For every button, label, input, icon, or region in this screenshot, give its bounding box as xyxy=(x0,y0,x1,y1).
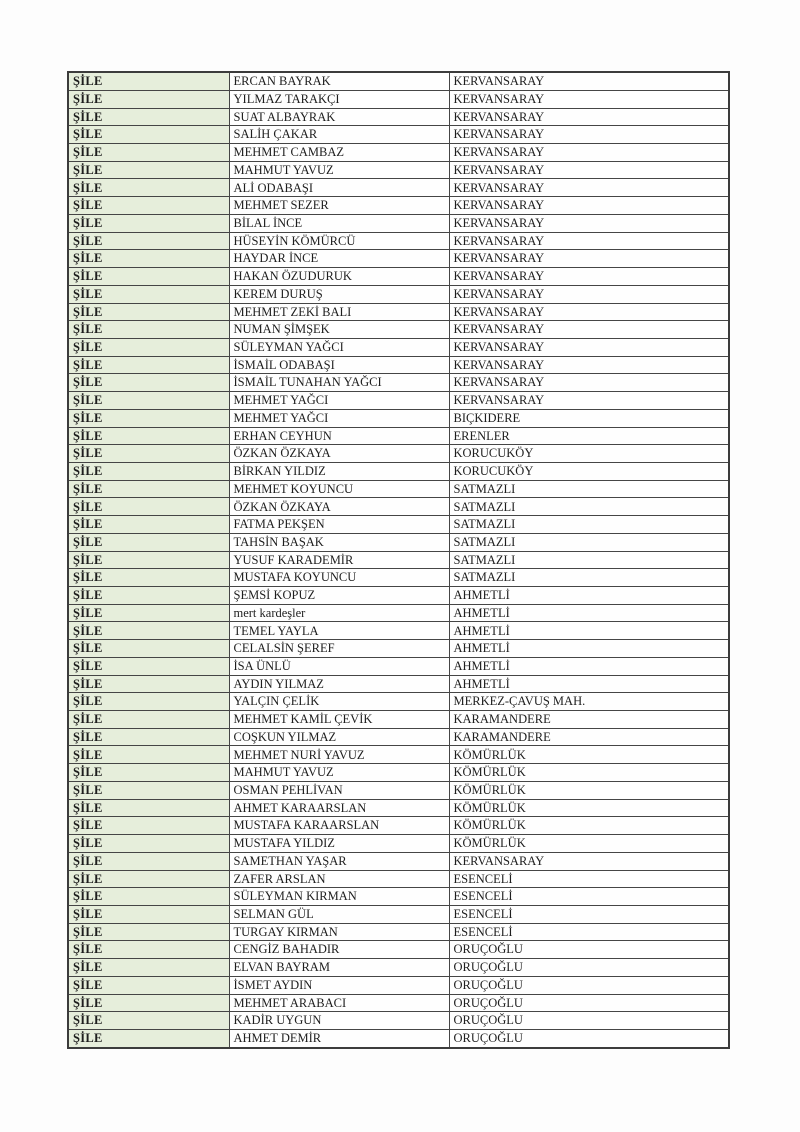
name-cell: CENGİZ BAHADIR xyxy=(229,941,449,959)
village-cell: KORUCUKÖY xyxy=(449,445,729,463)
village-cell: SATMAZLI xyxy=(449,498,729,516)
name-cell: MAHMUT YAVUZ xyxy=(229,161,449,179)
district-cell: ŞİLE xyxy=(68,870,229,888)
table-row xyxy=(68,1012,729,1030)
table-row xyxy=(68,144,729,162)
district-cell: ŞİLE xyxy=(68,268,229,286)
table-row xyxy=(68,835,729,853)
name-cell: SAMETHAN YAŞAR xyxy=(229,852,449,870)
village-cell: KERVANSARAY xyxy=(449,285,729,303)
village-cell: KERVANSARAY xyxy=(449,852,729,870)
name-cell: ERHAN CEYHUN xyxy=(229,427,449,445)
name-cell: OSMAN PEHLİVAN xyxy=(229,781,449,799)
table-row xyxy=(68,462,729,480)
table-row xyxy=(68,268,729,286)
table-row xyxy=(68,870,729,888)
village-cell: ORUÇOĞLU xyxy=(449,994,729,1012)
name-cell: MEHMET YAĞCI xyxy=(229,409,449,427)
name-cell: AHMET DEMİR xyxy=(229,1029,449,1048)
village-cell: KERVANSARAY xyxy=(449,232,729,250)
village-cell: KERVANSARAY xyxy=(449,268,729,286)
table-row xyxy=(68,445,729,463)
district-cell: ŞİLE xyxy=(68,480,229,498)
table-row xyxy=(68,533,729,551)
table-row xyxy=(68,852,729,870)
village-cell: KERVANSARAY xyxy=(449,338,729,356)
village-cell: ESENCELİ xyxy=(449,888,729,906)
village-cell: KÖMÜRLÜK xyxy=(449,799,729,817)
name-cell: ÖZKAN ÖZKAYA xyxy=(229,498,449,516)
district-cell: ŞİLE xyxy=(68,356,229,374)
table-row xyxy=(68,604,729,622)
village-cell: ORUÇOĞLU xyxy=(449,976,729,994)
district-cell: ŞİLE xyxy=(68,409,229,427)
district-cell: ŞİLE xyxy=(68,711,229,729)
village-cell: ESENCELİ xyxy=(449,923,729,941)
district-cell: ŞİLE xyxy=(68,498,229,516)
name-cell: İSMET AYDIN xyxy=(229,976,449,994)
table-row xyxy=(68,959,729,977)
name-cell: MEHMET ZEKİ BALI xyxy=(229,303,449,321)
name-cell: HÜSEYİN KÖMÜRCÜ xyxy=(229,232,449,250)
name-cell: CELALSİN ŞEREF xyxy=(229,640,449,658)
name-cell: AYDIN YILMAZ xyxy=(229,675,449,693)
table-row xyxy=(68,657,729,675)
name-cell: ERCAN BAYRAK xyxy=(229,72,449,90)
table-row xyxy=(68,480,729,498)
table-row xyxy=(68,90,729,108)
table-row xyxy=(68,197,729,215)
district-cell: ŞİLE xyxy=(68,126,229,144)
table-row xyxy=(68,976,729,994)
district-cell: ŞİLE xyxy=(68,445,229,463)
village-cell: KERVANSARAY xyxy=(449,72,729,90)
district-cell: ŞİLE xyxy=(68,533,229,551)
name-cell: YUSUF KARADEMİR xyxy=(229,551,449,569)
table-row xyxy=(68,817,729,835)
table-row xyxy=(68,622,729,640)
district-cell: ŞİLE xyxy=(68,888,229,906)
table-row xyxy=(68,711,729,729)
table-row xyxy=(68,941,729,959)
table-row xyxy=(68,232,729,250)
village-cell: KÖMÜRLÜK xyxy=(449,817,729,835)
district-cell: ŞİLE xyxy=(68,640,229,658)
district-cell: ŞİLE xyxy=(68,179,229,197)
name-cell: MUSTAFA KOYUNCU xyxy=(229,569,449,587)
name-cell: ZAFER ARSLAN xyxy=(229,870,449,888)
district-cell: ŞİLE xyxy=(68,392,229,410)
district-cell: ŞİLE xyxy=(68,852,229,870)
assignment-table xyxy=(67,71,730,1049)
name-cell: MUSTAFA KARAARSLAN xyxy=(229,817,449,835)
district-cell: ŞİLE xyxy=(68,941,229,959)
district-cell: ŞİLE xyxy=(68,675,229,693)
table-row xyxy=(68,374,729,392)
village-cell: BIÇKIDERE xyxy=(449,409,729,427)
table-row xyxy=(68,728,729,746)
table-row xyxy=(68,161,729,179)
name-cell: MEHMET KOYUNCU xyxy=(229,480,449,498)
village-cell: KERVANSARAY xyxy=(449,179,729,197)
district-cell: ŞİLE xyxy=(68,905,229,923)
village-cell: KERVANSARAY xyxy=(449,392,729,410)
name-cell: TAHSİN BAŞAK xyxy=(229,533,449,551)
table-row xyxy=(68,587,729,605)
village-cell: ESENCELİ xyxy=(449,870,729,888)
name-cell: ALİ ODABAŞI xyxy=(229,179,449,197)
table-row xyxy=(68,746,729,764)
table-row xyxy=(68,126,729,144)
village-cell: ORUÇOĞLU xyxy=(449,1029,729,1048)
name-cell: KEREM DURUŞ xyxy=(229,285,449,303)
name-cell: HAYDAR İNCE xyxy=(229,250,449,268)
table-row xyxy=(68,285,729,303)
name-cell: SÜLEYMAN YAĞCI xyxy=(229,338,449,356)
table-row xyxy=(68,356,729,374)
name-cell: TURGAY KIRMAN xyxy=(229,923,449,941)
village-cell: KARAMANDERE xyxy=(449,728,729,746)
village-cell: KERVANSARAY xyxy=(449,144,729,162)
village-cell: ERENLER xyxy=(449,427,729,445)
district-cell: ŞİLE xyxy=(68,285,229,303)
village-cell: SATMAZLI xyxy=(449,516,729,534)
district-cell: ŞİLE xyxy=(68,161,229,179)
district-cell: ŞİLE xyxy=(68,746,229,764)
table-row xyxy=(68,923,729,941)
district-cell: ŞİLE xyxy=(68,232,229,250)
name-cell: İSA ÜNLÜ xyxy=(229,657,449,675)
village-cell: KERVANSARAY xyxy=(449,356,729,374)
district-cell: ŞİLE xyxy=(68,250,229,268)
village-cell: KÖMÜRLÜK xyxy=(449,835,729,853)
table-row xyxy=(68,250,729,268)
district-cell: ŞİLE xyxy=(68,764,229,782)
table-row xyxy=(68,392,729,410)
village-cell: AHMETLİ xyxy=(449,657,729,675)
district-cell: ŞİLE xyxy=(68,338,229,356)
village-cell: AHMETLİ xyxy=(449,587,729,605)
village-cell: KERVANSARAY xyxy=(449,214,729,232)
district-cell: ŞİLE xyxy=(68,551,229,569)
table-row xyxy=(68,640,729,658)
table-body xyxy=(68,72,729,1048)
table-row xyxy=(68,321,729,339)
name-cell: BİRKAN YILDIZ xyxy=(229,462,449,480)
village-cell: KERVANSARAY xyxy=(449,90,729,108)
village-cell: AHMETLİ xyxy=(449,604,729,622)
name-cell: NUMAN ŞİMŞEK xyxy=(229,321,449,339)
name-cell: MEHMET CAMBAZ xyxy=(229,144,449,162)
village-cell: KERVANSARAY xyxy=(449,250,729,268)
table-row xyxy=(68,108,729,126)
table-row xyxy=(68,551,729,569)
district-cell: ŞİLE xyxy=(68,604,229,622)
name-cell: ÖZKAN ÖZKAYA xyxy=(229,445,449,463)
name-cell: SALİH ÇAKAR xyxy=(229,126,449,144)
district-cell: ŞİLE xyxy=(68,657,229,675)
name-cell: TEMEL YAYLA xyxy=(229,622,449,640)
name-cell: SUAT ALBAYRAK xyxy=(229,108,449,126)
district-cell: ŞİLE xyxy=(68,799,229,817)
name-cell: SÜLEYMAN KIRMAN xyxy=(229,888,449,906)
table-row xyxy=(68,179,729,197)
table-row xyxy=(68,1029,729,1048)
name-cell: KADİR UYGUN xyxy=(229,1012,449,1030)
name-cell: YILMAZ TARAKÇI xyxy=(229,90,449,108)
table-row xyxy=(68,516,729,534)
district-cell: ŞİLE xyxy=(68,817,229,835)
district-cell: ŞİLE xyxy=(68,835,229,853)
name-cell: MEHMET NURİ YAVUZ xyxy=(229,746,449,764)
village-cell: KERVANSARAY xyxy=(449,374,729,392)
district-cell: ŞİLE xyxy=(68,214,229,232)
name-cell: SELMAN GÜL xyxy=(229,905,449,923)
village-cell: KÖMÜRLÜK xyxy=(449,764,729,782)
table-row xyxy=(68,905,729,923)
name-cell: MEHMET SEZER xyxy=(229,197,449,215)
table-row xyxy=(68,994,729,1012)
district-cell: ŞİLE xyxy=(68,569,229,587)
district-cell: ŞİLE xyxy=(68,587,229,605)
name-cell: BİLAL İNCE xyxy=(229,214,449,232)
table-row xyxy=(68,409,729,427)
name-cell: ŞEMSİ KOPUZ xyxy=(229,587,449,605)
village-cell: ORUÇOĞLU xyxy=(449,1012,729,1030)
table-row xyxy=(68,303,729,321)
district-cell: ŞİLE xyxy=(68,462,229,480)
district-cell: ŞİLE xyxy=(68,781,229,799)
name-cell: MEHMET YAĞCI xyxy=(229,392,449,410)
table-row xyxy=(68,888,729,906)
table-row xyxy=(68,569,729,587)
name-cell: İSMAİL TUNAHAN YAĞCI xyxy=(229,374,449,392)
name-cell: ELVAN BAYRAM xyxy=(229,959,449,977)
name-cell: MEHMET KAMİL ÇEVİK xyxy=(229,711,449,729)
table-row xyxy=(68,338,729,356)
village-cell: SATMAZLI xyxy=(449,569,729,587)
village-cell: KERVANSARAY xyxy=(449,161,729,179)
district-cell: ŞİLE xyxy=(68,516,229,534)
village-cell: KORUCUKÖY xyxy=(449,462,729,480)
district-cell: ŞİLE xyxy=(68,994,229,1012)
district-cell: ŞİLE xyxy=(68,72,229,90)
village-cell: KÖMÜRLÜK xyxy=(449,746,729,764)
table-row xyxy=(68,764,729,782)
village-cell: ESENCELİ xyxy=(449,905,729,923)
district-cell: ŞİLE xyxy=(68,1029,229,1048)
village-cell: AHMETLİ xyxy=(449,622,729,640)
village-cell: KERVANSARAY xyxy=(449,108,729,126)
table-row xyxy=(68,427,729,445)
district-cell: ŞİLE xyxy=(68,959,229,977)
name-cell: YALÇIN ÇELİK xyxy=(229,693,449,711)
district-cell: ŞİLE xyxy=(68,303,229,321)
district-cell: ŞİLE xyxy=(68,374,229,392)
district-cell: ŞİLE xyxy=(68,693,229,711)
district-cell: ŞİLE xyxy=(68,976,229,994)
table-row xyxy=(68,72,729,90)
village-cell: SATMAZLI xyxy=(449,551,729,569)
village-cell: KERVANSARAY xyxy=(449,321,729,339)
district-cell: ŞİLE xyxy=(68,197,229,215)
table-row xyxy=(68,781,729,799)
village-cell: SATMAZLI xyxy=(449,533,729,551)
name-cell: HAKAN ÖZUDURUK xyxy=(229,268,449,286)
district-cell: ŞİLE xyxy=(68,90,229,108)
table-row xyxy=(68,498,729,516)
village-cell: KERVANSARAY xyxy=(449,126,729,144)
table-row xyxy=(68,693,729,711)
name-cell: COŞKUN YILMAZ xyxy=(229,728,449,746)
district-cell: ŞİLE xyxy=(68,427,229,445)
village-cell: SATMAZLI xyxy=(449,480,729,498)
name-cell: MUSTAFA YILDIZ xyxy=(229,835,449,853)
village-cell: AHMETLİ xyxy=(449,640,729,658)
name-cell: FATMA PEKŞEN xyxy=(229,516,449,534)
village-cell: KARAMANDERE xyxy=(449,711,729,729)
village-cell: KERVANSARAY xyxy=(449,303,729,321)
village-cell: KÖMÜRLÜK xyxy=(449,781,729,799)
name-cell: mert kardeşler xyxy=(229,604,449,622)
village-cell: ORUÇOĞLU xyxy=(449,941,729,959)
district-cell: ŞİLE xyxy=(68,108,229,126)
district-cell: ŞİLE xyxy=(68,622,229,640)
village-cell: AHMETLİ xyxy=(449,675,729,693)
village-cell: ORUÇOĞLU xyxy=(449,959,729,977)
table-row xyxy=(68,214,729,232)
district-cell: ŞİLE xyxy=(68,923,229,941)
table-row xyxy=(68,675,729,693)
name-cell: AHMET KARAARSLAN xyxy=(229,799,449,817)
district-cell: ŞİLE xyxy=(68,321,229,339)
table-row xyxy=(68,799,729,817)
village-cell: MERKEZ-ÇAVUŞ MAH. xyxy=(449,693,729,711)
district-cell: ŞİLE xyxy=(68,728,229,746)
district-cell: ŞİLE xyxy=(68,144,229,162)
village-cell: KERVANSARAY xyxy=(449,197,729,215)
name-cell: MAHMUT YAVUZ xyxy=(229,764,449,782)
name-cell: İSMAİL ODABAŞI xyxy=(229,356,449,374)
district-cell: ŞİLE xyxy=(68,1012,229,1030)
name-cell: MEHMET ARABACI xyxy=(229,994,449,1012)
